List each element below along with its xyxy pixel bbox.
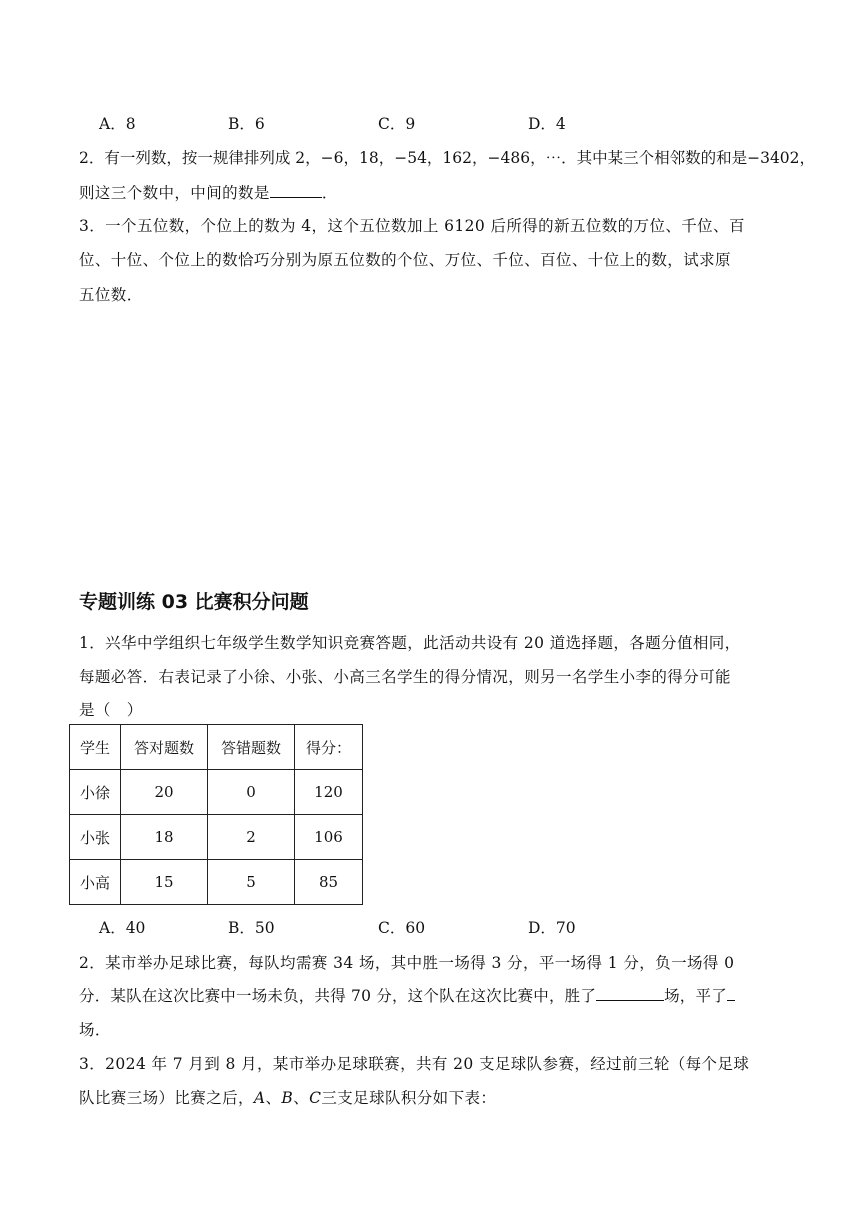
table-cell: 小徐	[70, 770, 121, 815]
s3-line-2	[79, 1086, 496, 1108]
s2-line-2	[79, 984, 735, 1006]
table-header-row	[70, 725, 363, 770]
table-cell: 120	[295, 770, 363, 815]
s3-line-1: 3．2024 年 7 月到 8 月，某市举办足球联赛，共有 20 支足球队参赛，经过前三轮（每个足球	[79, 1055, 750, 1073]
table-row	[70, 815, 363, 860]
s1-line-3: 是（ ）	[79, 701, 143, 719]
separator: 、	[293, 1089, 310, 1107]
table-cell: 5	[208, 860, 295, 905]
team-b-label: B	[281, 1089, 294, 1107]
table-cell: 0	[208, 770, 295, 815]
table-cell: 小高	[70, 860, 121, 905]
choice-d: D．4	[528, 115, 566, 133]
table-cell: 106	[295, 815, 363, 860]
s1-line-1: 1．兴华中学组织七年级学生数学知识竞赛答题，此活动共设有 20 道选择题，各题分值相同，	[79, 634, 741, 652]
answer-blank-wins	[596, 985, 664, 1002]
s2-line-1: 2．某市举办足球比赛，每队均需赛 34 场，其中胜一场得 3 分，平一场得 1 分，负一场得 0	[79, 954, 735, 972]
q2-line-2-text: 则这三个数中，中间的数是	[79, 184, 270, 202]
q2-line-1: 2．有一列数，按一规律排列成 2，−6，18，−54，162，−486，⋯．其中某三个相邻数的和是−3402，	[79, 149, 816, 167]
team-a-label: A	[253, 1089, 266, 1107]
q3-line-2: 位、十位、个位上的数恰巧分别为原五位数的个位、万位、千位、百位、十位上的数，试求原	[79, 251, 731, 269]
s1-choice-a: A．40	[99, 919, 146, 937]
table-cell: 18	[121, 815, 208, 860]
s2-line-3: 场．	[79, 1021, 111, 1039]
answer-blank	[270, 182, 322, 199]
header-cell: 学生	[70, 725, 121, 770]
s3-line-2-end: 三支足球队积分如下表：	[321, 1089, 497, 1107]
q3-line-1: 3．一个五位数，个位上的数为 4，这个五位数加上 6120 后所得的新五位数的万位、千位、百	[79, 217, 745, 235]
table-row	[70, 770, 363, 815]
table-cell: 2	[208, 815, 295, 860]
s1-choice-d: D．70	[528, 919, 576, 937]
header-cell: 答对题数	[121, 725, 208, 770]
s2-line-2-text: 分．某队在这次比赛中一场未负，共得 70 分，这个队在这次比赛中，胜了	[79, 987, 597, 1005]
header-cell: 答错题数	[208, 725, 295, 770]
s2-line-2-mid: 场，平了	[664, 987, 727, 1005]
team-c-label: C	[309, 1089, 322, 1107]
header-cell: 得分：	[295, 725, 363, 770]
table-cell: 15	[121, 860, 208, 905]
table-cell: 小张	[70, 815, 121, 860]
q3-line-3: 五位数．	[79, 286, 143, 304]
s1-choice-b: B．50	[228, 919, 275, 937]
choice-c: C．9	[378, 115, 416, 133]
choice-b: B．6	[228, 115, 265, 133]
answer-blank-draws	[727, 985, 735, 1002]
s1-line-2: 每题必答．右表记录了小徐、小张、小高三名学生的得分情况，则另一名学生小李的得分可能	[79, 668, 731, 686]
section-title: 专题训练 03 比赛积分问题	[79, 591, 309, 613]
table-cell: 85	[295, 860, 363, 905]
q2-line-2-end: ．	[321, 184, 338, 202]
table-cell: 20	[121, 770, 208, 815]
choice-a: A．8	[99, 115, 136, 133]
s1-choice-c: C．60	[378, 919, 426, 937]
score-table	[69, 724, 363, 905]
separator: 、	[265, 1089, 282, 1107]
s3-line-2-text: 队比赛三场）比赛之后，	[79, 1089, 254, 1107]
q2-line-2	[79, 181, 338, 203]
table-row	[70, 860, 363, 905]
